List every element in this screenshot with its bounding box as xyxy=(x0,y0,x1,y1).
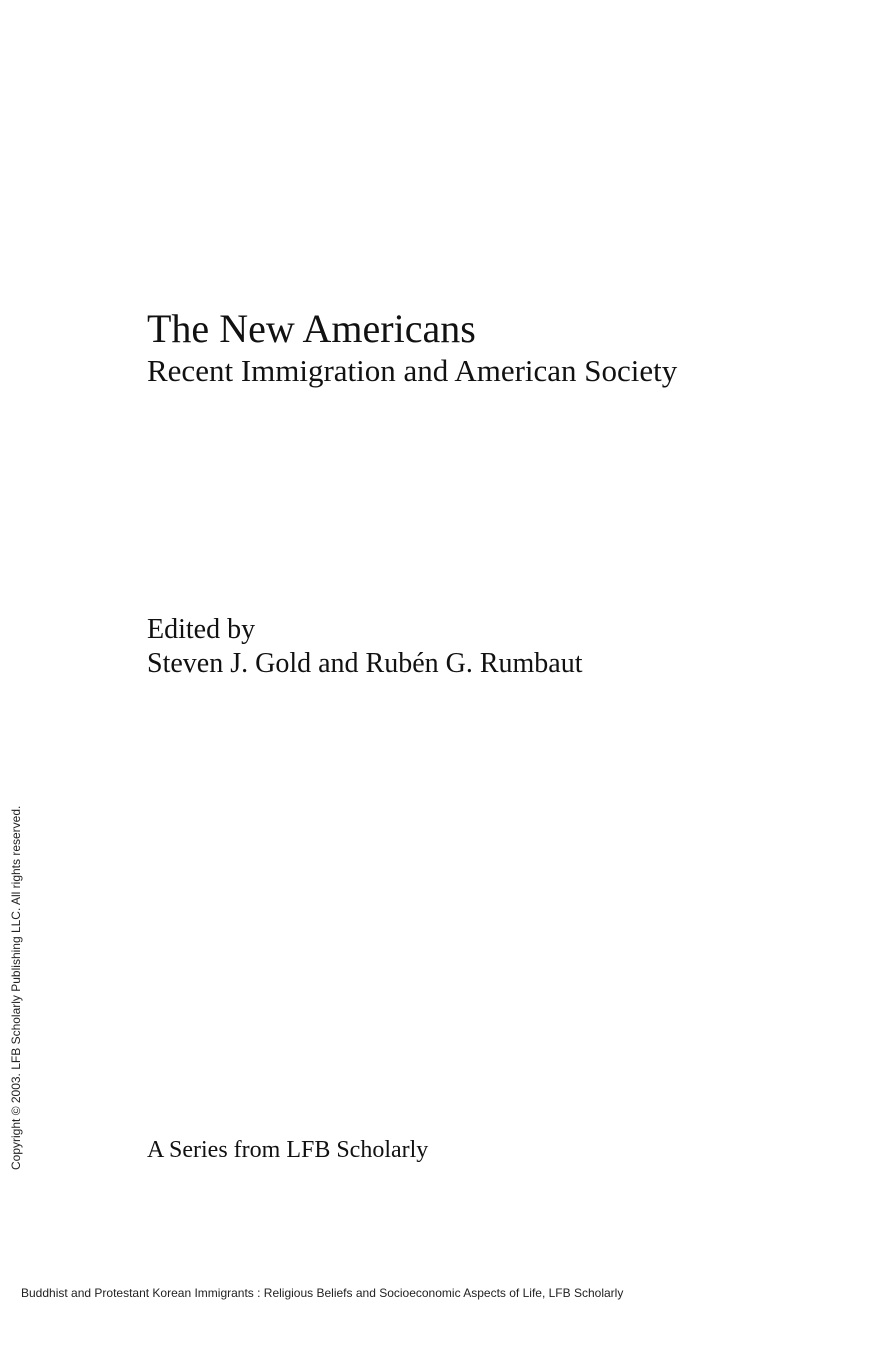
footer-source-line: Buddhist and Protestant Korean Immigrants : Religious Beliefs and Socioeconomic Aspects of Life, LFB Scholarly xyxy=(21,1286,624,1300)
editors-names: Steven J. Gold and Rubén G. Rumbaut xyxy=(147,648,583,679)
publisher-series-line: A Series from LFB Scholarly xyxy=(147,1137,429,1163)
series-subtitle: Recent Immigration and American Society xyxy=(147,353,678,388)
edited-by-label: Edited by xyxy=(147,614,256,645)
copyright-notice: Copyright © 2003. LFB Scholarly Publishing LLC. All rights reserved. xyxy=(9,805,23,1170)
series-title: The New Americans xyxy=(147,306,476,351)
